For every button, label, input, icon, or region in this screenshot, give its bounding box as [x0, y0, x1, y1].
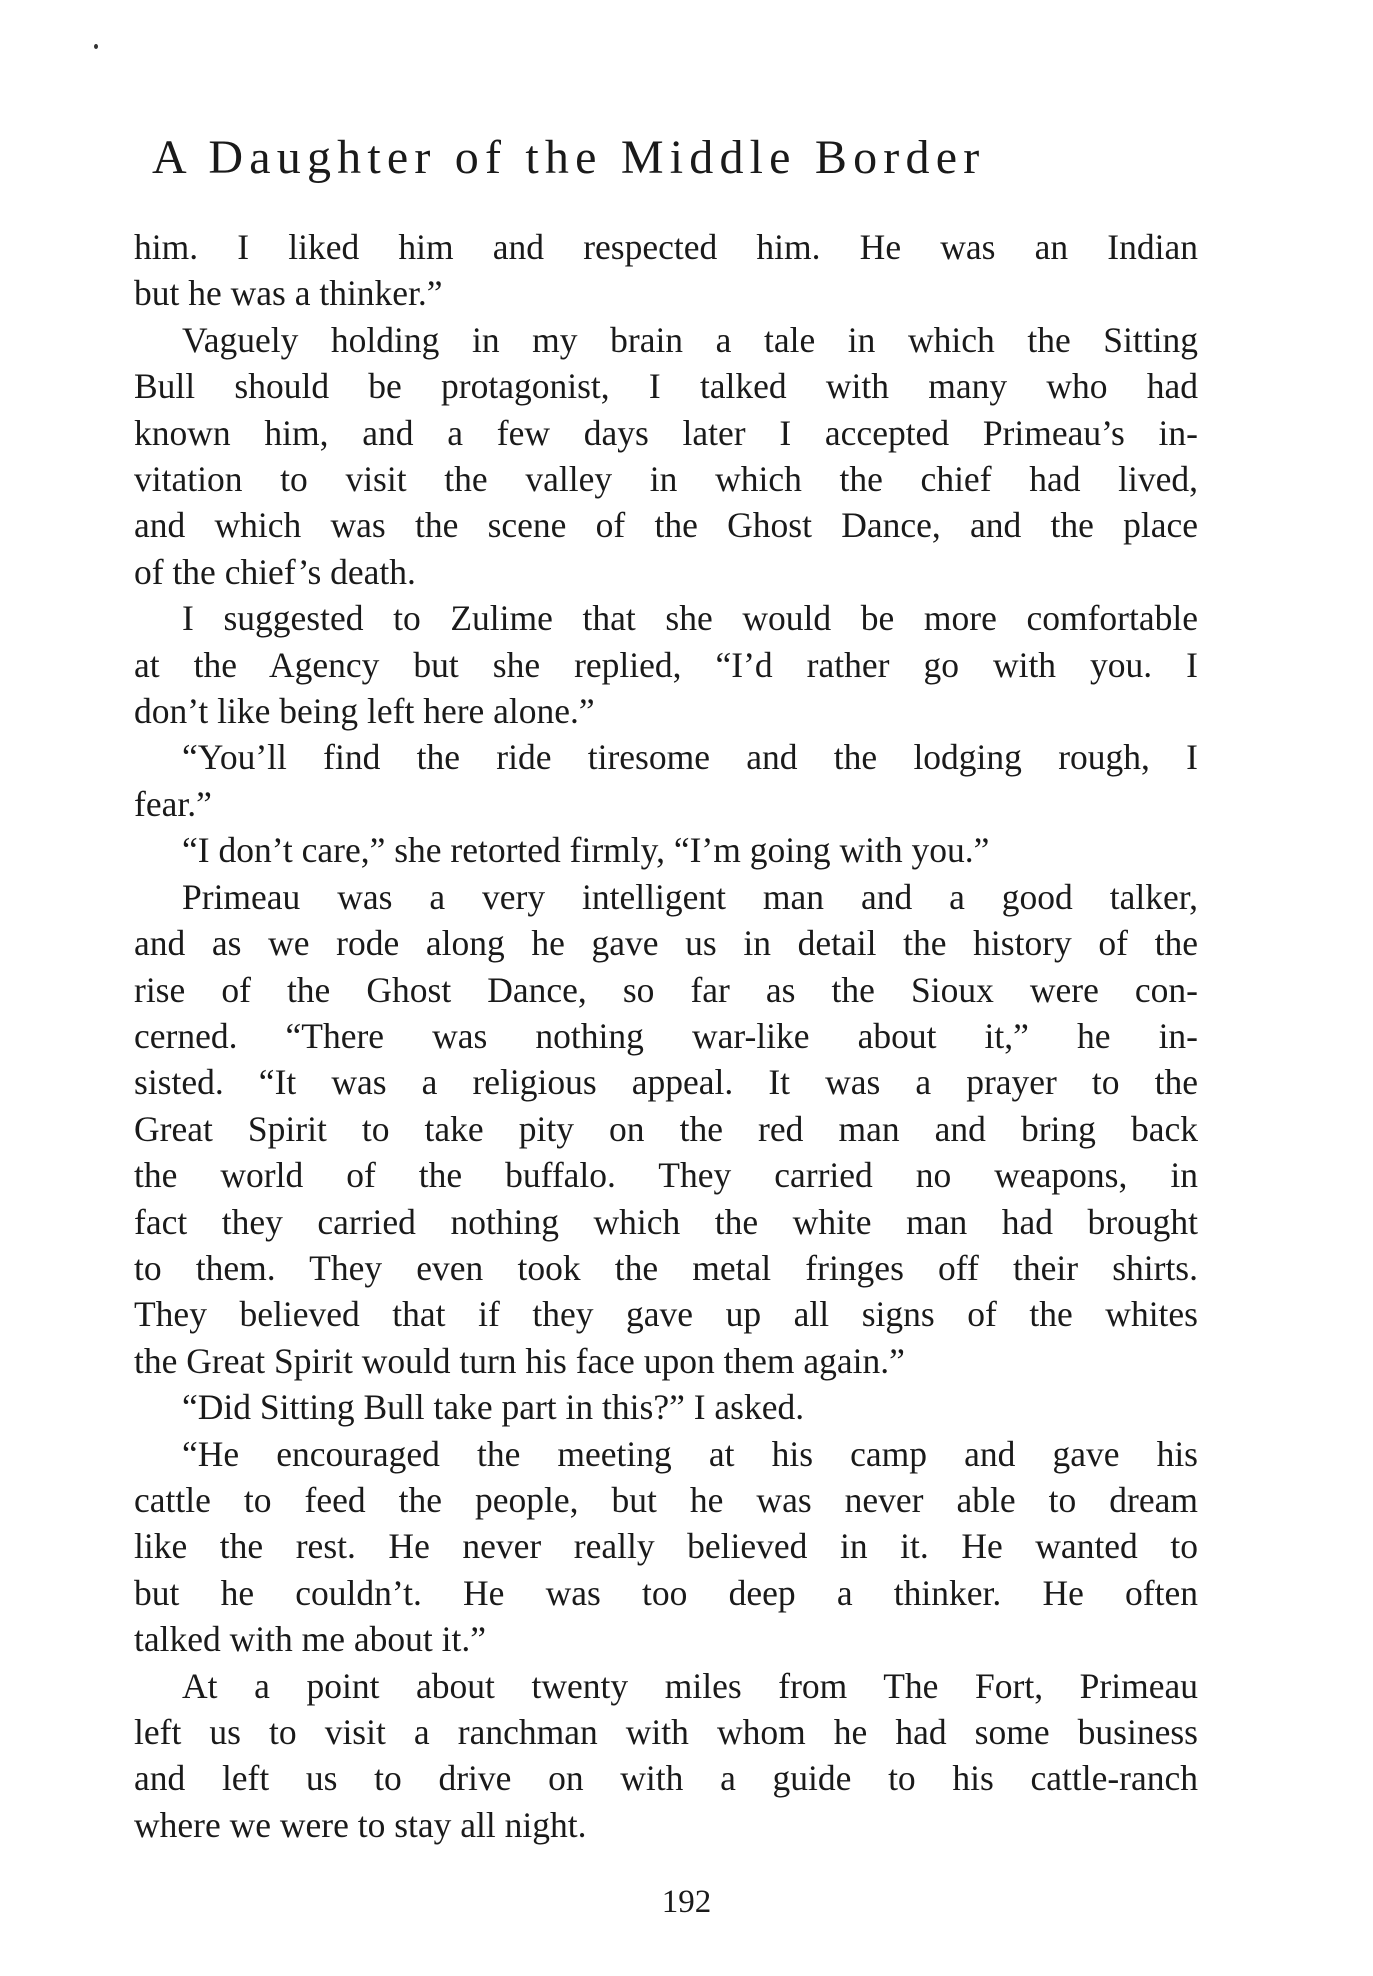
text-line: known him, and a few days later I accepted Primeau’s in- — [134, 412, 1198, 453]
body-text — [134, 224, 1198, 1848]
text-line: to them. They even took the metal fringes off their shirts. — [134, 1247, 1198, 1288]
text-line: of the chief’s death. — [134, 551, 416, 592]
paragraph — [134, 827, 1198, 873]
text-line: Bull should be protagonist, I talked with many who had — [134, 366, 1198, 407]
text-line: sisted. “It was a religious appeal. It was a prayer to the — [134, 1062, 1198, 1103]
text-line: “He encouraged the meeting at his camp and gave his — [182, 1433, 1198, 1474]
text-line: vitation to visit the valley in which the chief had lived, — [134, 459, 1198, 500]
text-line: Vaguely holding in my brain a tale in which the Sitting — [182, 319, 1198, 360]
text-line: rise of the Ghost Dance, so far as the Sioux were con- — [134, 969, 1198, 1010]
text-line: talked with me about it.” — [134, 1619, 486, 1660]
text-line: don’t like being left here alone.” — [134, 691, 595, 732]
paragraph — [134, 595, 1198, 734]
text-line: and left us to drive on with a guide to his cattle-ranch — [134, 1758, 1198, 1799]
text-line: Primeau was a very intelligent man and a good talker, — [182, 876, 1198, 917]
text-line: “You’ll find the ride tiresome and the lodging rough, I — [182, 737, 1198, 778]
text-line: where we were to stay all night. — [134, 1804, 587, 1845]
text-line: At a point about twenty miles from The Fort, Primeau — [182, 1665, 1198, 1706]
text-line: left us to visit a ranchman with whom he had some business — [134, 1712, 1198, 1752]
text-line: fear.” — [134, 783, 212, 824]
text-line: but he was a thinker.” — [134, 273, 443, 314]
paragraph — [134, 1663, 1198, 1849]
paragraph — [134, 874, 1198, 1384]
text-line: cerned. “There was nothing war-like about it,” he in- — [134, 1015, 1198, 1056]
text-line: fact they carried nothing which the white man had brought — [134, 1201, 1198, 1242]
text-line: and which was the scene of the Ghost Dance, and the place — [134, 505, 1198, 546]
text-line: They believed that if they gave up all signs of the whites — [134, 1294, 1198, 1335]
text-line: I suggested to Zulime that she would be more comfortable — [182, 598, 1198, 639]
running-header: A Daughter of the Middle Border — [152, 131, 986, 184]
text-line: Great Spirit to take pity on the red man and bring back — [134, 1108, 1198, 1149]
paragraph — [134, 317, 1198, 595]
text-line: the Great Spirit would turn his face upon them again.” — [134, 1340, 905, 1381]
text-line: the world of the buffalo. They carried no weapons, in — [134, 1155, 1198, 1196]
paragraph — [134, 224, 1198, 317]
text-line: cattle to feed the people, but he was never able to dream — [134, 1479, 1198, 1520]
paragraph — [134, 734, 1198, 827]
text-line: at the Agency but she replied, “I’d rather go with you. I — [134, 644, 1198, 685]
text-line: him. I liked him and respected him. He was an Indian — [134, 227, 1198, 267]
paragraph — [134, 1431, 1198, 1663]
paragraph — [134, 1384, 1198, 1430]
text-line: and as we rode along he gave us in detail the history of the — [134, 923, 1198, 964]
text-line: but he couldn’t. He was too deep a thinker. He often — [134, 1572, 1198, 1613]
page-number: 192 — [661, 1884, 712, 1920]
text-line: “Did Sitting Bull take part in this?” I asked. — [182, 1387, 805, 1428]
print-speck — [94, 44, 98, 49]
text-line: “I don’t care,” she retorted firmly, “I’m going with you.” — [182, 830, 990, 871]
text-line: like the rest. He never really believed in it. He wanted to — [134, 1526, 1198, 1567]
